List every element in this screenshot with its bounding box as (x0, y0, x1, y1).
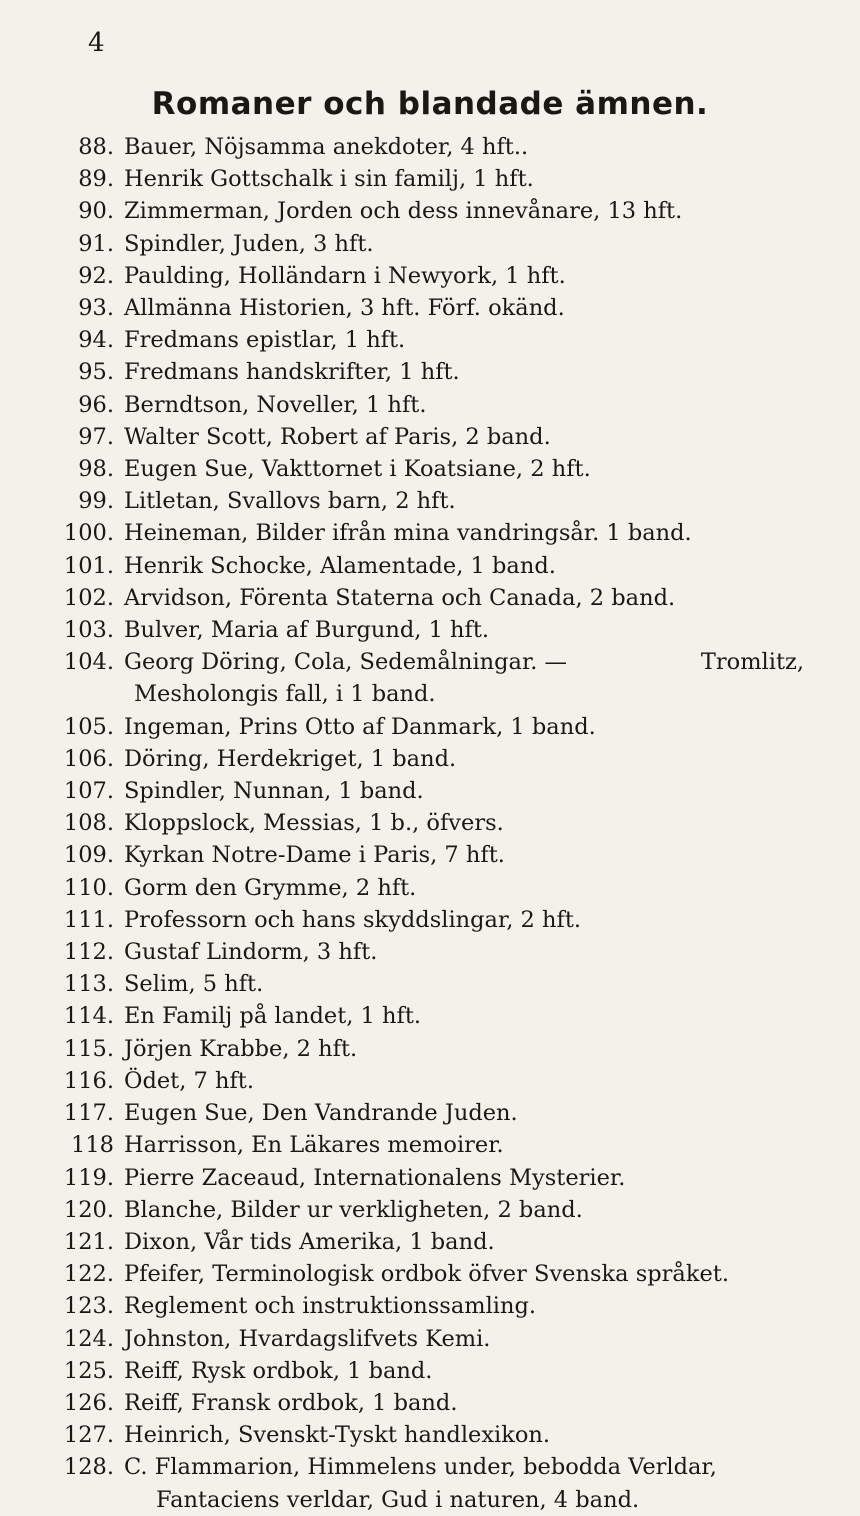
entry-number: 126. (63, 1389, 114, 1416)
catalog-entry (0, 904, 860, 936)
entry-body (124, 936, 377, 968)
entry-number: 97. (78, 423, 114, 450)
entry-number: 96. (78, 391, 114, 418)
entry-number: 105. (63, 713, 114, 740)
entry-body (124, 1451, 717, 1515)
entry-body (124, 1290, 536, 1322)
catalog-entry (0, 582, 860, 614)
entry-body (124, 485, 456, 517)
entry-body (124, 1226, 495, 1258)
catalog-entry (0, 1129, 860, 1161)
entry-body (124, 1355, 432, 1387)
entry-text: Jörjen Krabbe, 2 hft. (124, 1035, 358, 1062)
entry-number: 127. (63, 1422, 114, 1449)
entry-number: 108. (63, 810, 114, 837)
entry-number: 103. (63, 617, 114, 644)
catalog-entry (0, 1387, 860, 1419)
catalog-entry (0, 292, 860, 324)
entry-body (124, 453, 591, 485)
catalog-entry (0, 1194, 860, 1226)
entry-text: Litletan, Svallovs barn, 2 hft. (124, 488, 456, 515)
catalog-entry (0, 1226, 860, 1258)
entry-body (124, 550, 556, 582)
entry-text: Kloppslock, Messias, 1 b., öfvers. (124, 810, 504, 837)
entry-number: 116. (63, 1067, 114, 1094)
entry-text: Selim, 5 hft. (124, 971, 264, 998)
entry-text: Gorm den Grymme, 2 hft. (124, 874, 417, 901)
entry-body (124, 324, 405, 356)
entry-body (124, 1419, 550, 1451)
entry-text: Eugen Sue, Den Vandrande Juden. (124, 1100, 518, 1127)
entry-number: 114. (63, 1003, 114, 1030)
entry-text: Harrisson, En Läkares memoirer. (124, 1132, 504, 1159)
entry-number: 91. (78, 230, 114, 257)
entry-number: 88. (78, 134, 114, 160)
entry-body (124, 1194, 583, 1226)
entry-body (124, 356, 460, 388)
entry-number: 90. (78, 198, 114, 225)
catalog-entry (0, 968, 860, 1000)
entry-number: 128. (63, 1454, 114, 1481)
entry-number: 101. (63, 552, 114, 579)
entry-text: Spindler, Juden, 3 hft. (124, 230, 374, 257)
catalog-entry (0, 131, 860, 163)
entry-number: 98. (78, 456, 114, 483)
entry-number: 109. (63, 842, 114, 869)
entry-body (124, 517, 692, 549)
entry-number: 92. (78, 262, 114, 289)
catalog-entry (0, 743, 860, 775)
catalog-list (0, 131, 860, 1516)
page-number: 4 (88, 28, 105, 58)
catalog-entry (0, 1419, 860, 1451)
entry-text: En Familj på landet, 1 hft. (124, 1003, 422, 1030)
entry-text: Bulver, Maria af Burgund, 1 hft. (124, 617, 490, 644)
entry-body (124, 1129, 504, 1161)
catalog-entry (0, 1065, 860, 1097)
entry-number: 100. (63, 520, 114, 547)
catalog-entry (0, 550, 860, 582)
entry-number: 111. (63, 906, 114, 933)
entry-text: Eugen Sue, Vakttornet i Koatsiane, 2 hft. (124, 456, 591, 483)
entry-number: 120. (63, 1196, 114, 1223)
entry-text: Georg Döring, Cola, Sedemålningar. — (124, 649, 568, 676)
entry-body (124, 1387, 457, 1419)
entry-body (124, 646, 804, 710)
entry-body (124, 131, 528, 163)
entry-body (124, 1162, 625, 1194)
catalog-entry (0, 1000, 860, 1032)
catalog-entry (0, 421, 860, 453)
entry-body (124, 807, 504, 839)
catalog-entry (0, 485, 860, 517)
entry-body (124, 421, 551, 453)
entry-number: 123. (63, 1293, 114, 1320)
entry-body (124, 1065, 254, 1097)
entry-number: 115. (63, 1035, 114, 1062)
entry-text: Spindler, Nunnan, 1 band. (124, 778, 424, 805)
catalog-entry (0, 517, 860, 549)
catalog-entry (0, 195, 860, 227)
entry-text: Kyrkan Notre-Dame i Paris, 7 hft. (124, 842, 505, 869)
entry-text: Paulding, Holländarn i Newyork, 1 hft. (124, 262, 566, 289)
entry-text: Henrik Gottschalk i sin familj, 1 hft. (124, 166, 534, 193)
entry-text: Zimmerman, Jorden och dess innevånare, 13 hft. (124, 198, 683, 225)
catalog-entry (0, 1290, 860, 1322)
entry-body (124, 1097, 518, 1129)
entry-text: Reglement och instruktionssamling. (124, 1293, 537, 1320)
entry-number: 118 (71, 1132, 114, 1159)
entry-number: 102. (63, 584, 114, 611)
entry-body (124, 968, 263, 1000)
catalog-entry (0, 453, 860, 485)
entry-continuation: Fantaciens verldar, Gud i naturen, 4 band. (156, 1486, 640, 1513)
entry-body (124, 195, 682, 227)
entry-text: Fredmans handskrifter, 1 hft. (124, 359, 460, 386)
catalog-entry (0, 1323, 860, 1355)
entry-text: Döring, Herdekriget, 1 band. (124, 745, 457, 772)
entry-text: Ödet, 7 hft. (124, 1067, 254, 1094)
catalog-entry (0, 1258, 860, 1290)
entry-number: 112. (63, 939, 114, 966)
entry-number: 93. (78, 295, 114, 322)
entry-body (124, 839, 505, 871)
entry-text: Dixon, Vår tids Amerika, 1 band. (124, 1228, 495, 1255)
catalog-entry (0, 356, 860, 388)
entry-text: Heinrich, Svenskt-Tyskt handlexikon. (124, 1422, 551, 1449)
entry-body (124, 775, 424, 807)
catalog-entry (0, 228, 860, 260)
catalog-entry (0, 1033, 860, 1065)
entry-text-right: Tromlitz, (700, 649, 804, 676)
catalog-entry (0, 1097, 860, 1129)
entry-body (124, 260, 566, 292)
entry-first-line (124, 646, 804, 678)
entry-number: 124. (63, 1325, 114, 1352)
catalog-entry (0, 646, 860, 710)
entry-body (124, 292, 565, 324)
entry-text: Allmänna Historien, 3 hft. Förf. okänd. (124, 295, 565, 322)
catalog-entry (0, 839, 860, 871)
entry-body (124, 1258, 729, 1290)
entry-number: 89. (78, 166, 114, 193)
entry-text: Gustaf Lindorm, 3 hft. (124, 939, 378, 966)
entry-body (124, 1323, 490, 1355)
entry-text: Pierre Zaceaud, Internationalens Mysterier. (124, 1164, 626, 1191)
catalog-entry (0, 324, 860, 356)
catalog-entry (0, 711, 860, 743)
entry-number: 121. (63, 1228, 114, 1255)
entry-body (124, 582, 675, 614)
entry-number: 119. (63, 1164, 114, 1191)
entry-text: Walter Scott, Robert af Paris, 2 band. (124, 423, 551, 450)
catalog-entry (0, 872, 860, 904)
entry-number: 122. (63, 1261, 114, 1288)
entry-text: Arvidson, Förenta Staterna och Canada, 2 band. (124, 584, 676, 611)
entry-text: Professorn och hans skyddslingar, 2 hft. (124, 906, 582, 933)
entry-body (124, 389, 426, 421)
entry-number: 95. (78, 359, 114, 386)
entry-number: 99. (78, 488, 114, 515)
entry-number: 110. (63, 874, 114, 901)
entry-body (124, 711, 596, 743)
catalog-entry (0, 936, 860, 968)
entry-text: Bauer, Nöjsamma anekdoter, 4 hft.. (124, 134, 529, 160)
catalog-entry (0, 1451, 860, 1515)
entry-body (124, 163, 534, 195)
catalog-entry (0, 1355, 860, 1387)
catalog-entry (0, 389, 860, 421)
entry-body (124, 1000, 421, 1032)
section-heading: Romaner och blandade ämnen. (151, 86, 709, 122)
entry-number: 104. (63, 649, 114, 676)
entry-text: Pfeifer, Terminologisk ordbok öfver Svenska språket. (124, 1261, 729, 1288)
entry-number: 94. (78, 327, 114, 354)
entry-body (124, 228, 374, 260)
entry-number: 113. (63, 971, 114, 998)
entry-number: 106. (63, 745, 114, 772)
entry-body (124, 904, 581, 936)
entry-text: Henrik Schocke, Alamentade, 1 band. (124, 552, 556, 579)
entry-text: Fredmans epistlar, 1 hft. (124, 327, 406, 354)
entry-text: Johnston, Hvardagslifvets Kemi. (124, 1325, 491, 1352)
entry-number: 125. (63, 1357, 114, 1384)
catalog-entry (0, 775, 860, 807)
entry-body (124, 614, 489, 646)
entry-text: C. Flammarion, Himmelens under, bebodda Verldar, (124, 1454, 717, 1481)
entry-body (124, 1033, 357, 1065)
entry-number: 107. (63, 778, 114, 805)
catalog-entry (0, 163, 860, 195)
catalog-entry (0, 1162, 860, 1194)
entry-number: 117. (63, 1100, 114, 1127)
entry-body (124, 872, 416, 904)
catalog-entry (0, 260, 860, 292)
entry-text: Blanche, Bilder ur verkligheten, 2 band. (124, 1196, 583, 1223)
entry-text: Reiff, Fransk ordbok, 1 band. (124, 1389, 458, 1416)
entry-continuation: Mesholongis fall, i 1 band. (134, 681, 436, 708)
catalog-entry (0, 614, 860, 646)
entry-text: Berndtson, Noveller, 1 hft. (124, 391, 427, 418)
entry-text: Ingeman, Prins Otto af Danmark, 1 band. (124, 713, 596, 740)
catalog-entry (0, 807, 860, 839)
entry-text: Reiff, Rysk ordbok, 1 band. (124, 1357, 433, 1384)
entry-body (124, 743, 456, 775)
entry-text: Heineman, Bilder ifrån mina vandringsår. 1 band. (124, 520, 692, 547)
